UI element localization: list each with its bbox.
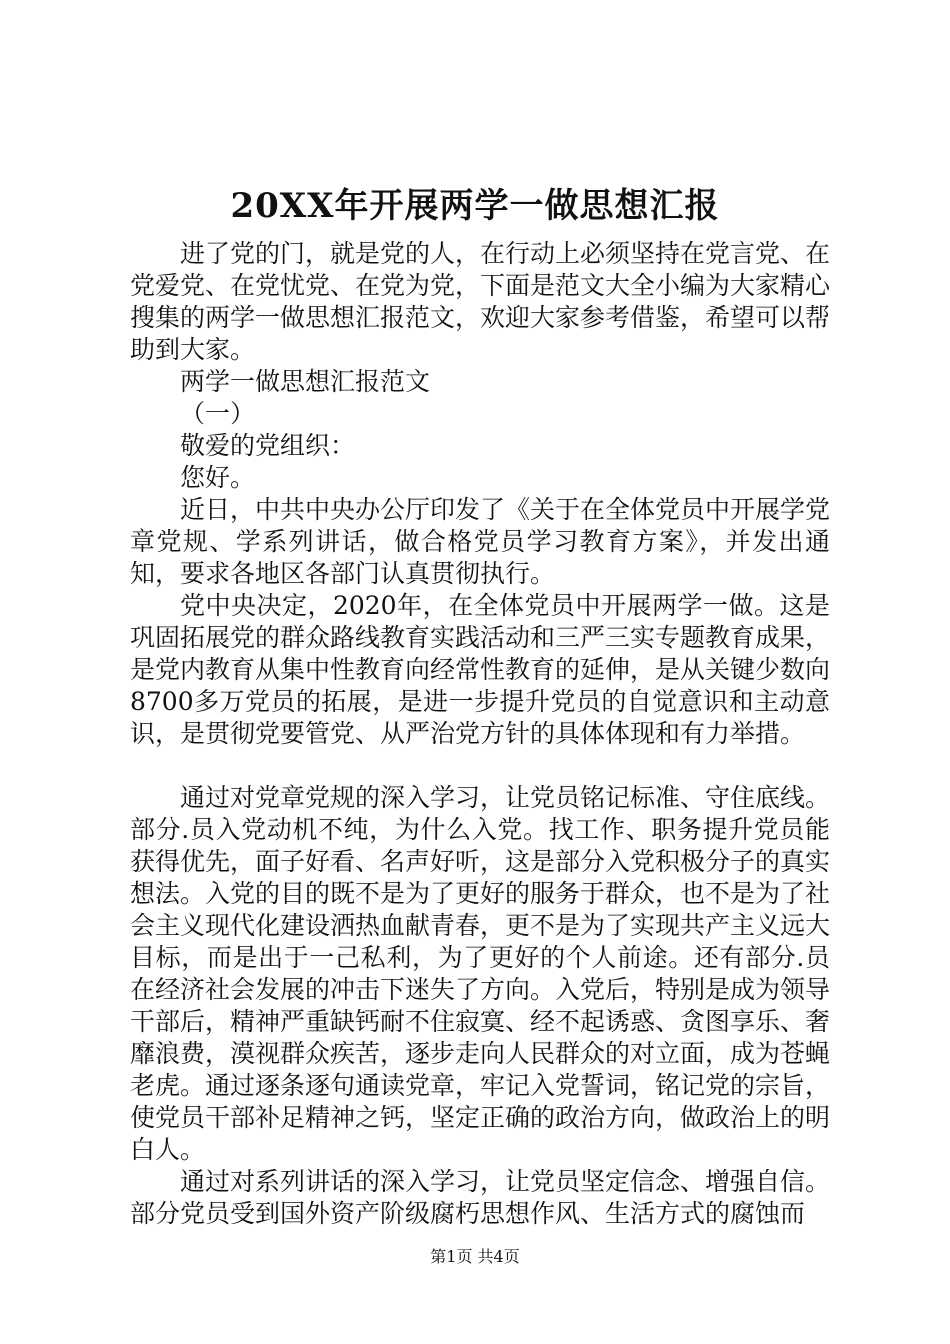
paragraph-party-rules: 通过对党章党规的深入学习，让党员铭记标准、守住底线。部分.员入党动机不纯，为什么入党。找工作、职务提升党员能获得优先，面子好看、名声好听，这是部分入党积极分子的真实想法。入党的目的既不是为了更好的服务于群众，也不是为了社会主义现代化建设洒热血献青春，更不是为了实现共产主义远大目标，而是出于一己私利，为了更好的个人前途。还有部分.员在经济社会发展的冲击下迷失了方向。入党后，特别是成为领导干部后，精神严重缺钙耐不住寂寞、经不起诱惑、贪图享乐、奢靡浪费，漠视群众疾苦，逐步走向人民群众的对立面，成为苍蝇老虎。通过逐条逐句通读党章，牢记入党誓词，铭记党的宗旨，使党员干部补足精神之钙，坚定正确的政治方向，做政治上的明白人。 (130, 783, 831, 1164)
paragraph-speeches: 通过对系列讲话的深入学习，让党员坚定信念、增强自信。部分党员受到国外资产阶级腐朽思想作风、生活方式的腐蚀而 (130, 1167, 831, 1228)
paragraph-decision: 党中央决定，2020年，在全体党员中开展两学一做。这是巩固拓展党的群众路线教育实践活动和三严三实专题教育成果，是党内教育从集中性教育向经常性教育的延伸，是从关键少数向8700多万党员的拓展，是进一步提升党员的自觉意识和主动意识，是贯彻党要管党、从严治党方针的具体体现和有力举措。 (130, 591, 831, 748)
paragraph-section-number: （一） (180, 399, 256, 428)
paragraph-subtitle: 两学一做思想汇报范文 (180, 367, 431, 396)
page-footer: 第1页 共4页 (430, 1247, 520, 1266)
paragraph-salutation: 敬爱的党组织： (180, 431, 356, 460)
document-body (130, 238, 830, 1230)
document-title: 20XX年开展两学一做思想汇报 (230, 186, 720, 226)
paragraph-notice: 近日，中共中央办公厅印发了《关于在全体党员中开展学党章党规、学系列讲话，做合格党员学习教育方案》，并发出通知，要求各地区各部门认真贯彻执行。 (130, 495, 831, 588)
paragraph-greeting: 您好。 (180, 463, 256, 492)
paragraph-intro: 进了党的门，就是党的人，在行动上必须坚持在党言党、在党爱党、在党忧党、在党为党，下面是范文大全小编为大家精心搜集的两学一做思想汇报范文，欢迎大家参考借鉴，希望可以帮助到大家。 (130, 239, 831, 364)
